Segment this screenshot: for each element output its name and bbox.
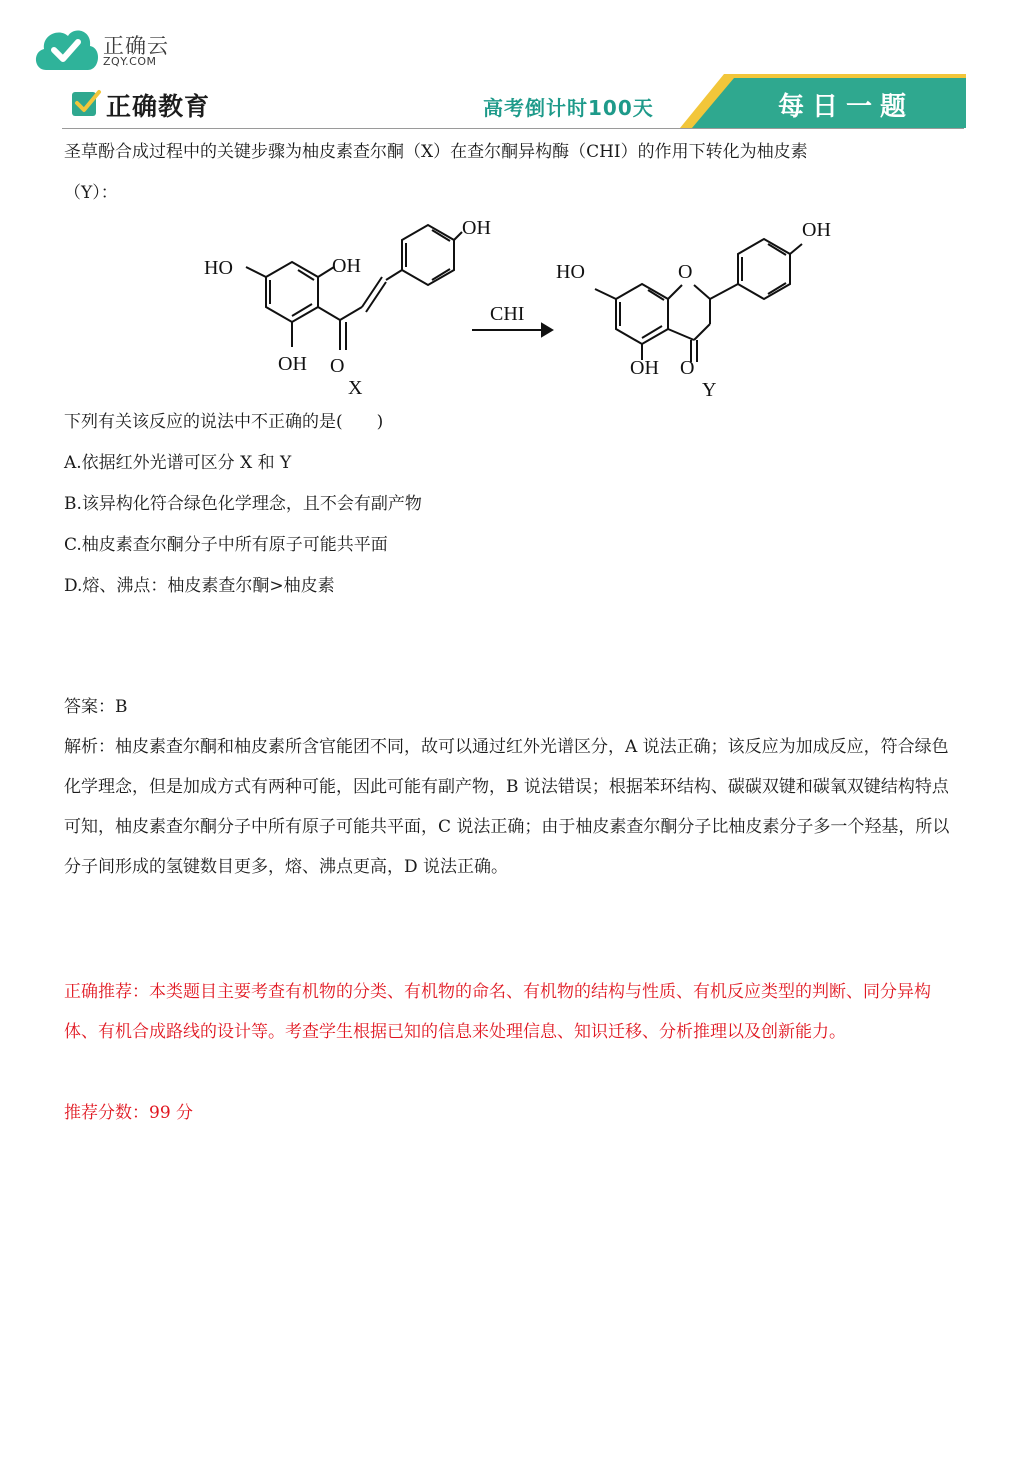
recommendation-text: 正确推荐：本类题目主要考查有机物的分类、有机物的命名、有机物的结构与性质、有机反应类型的判断、同分异构体、有机合成路线的设计等。考查学生根据已知的信息来处理信息、知识迁移、分析推理以及创新能力。 bbox=[64, 982, 931, 1042]
x-o-label: O bbox=[330, 355, 345, 377]
countdown-label: 高考倒计时100天 bbox=[483, 96, 654, 120]
recommendation-score: 推荐分数：99 分 bbox=[64, 1103, 194, 1123]
y-compound-label: Y bbox=[702, 379, 717, 401]
brand-name: 正确云 bbox=[103, 34, 169, 58]
x-compound-label: X bbox=[348, 377, 363, 399]
y-ring-o-label: O bbox=[678, 261, 693, 283]
reaction-diagram bbox=[190, 212, 860, 402]
x-oh-top-label: OH bbox=[462, 217, 491, 239]
question-stem-line2: （Y）： bbox=[64, 183, 118, 203]
y-o-label: O bbox=[680, 357, 695, 379]
question-prompt: 下列有关该反应的说法中不正确的是( ) bbox=[64, 412, 384, 432]
x-oh-bottom-label: OH bbox=[278, 353, 307, 375]
x-ho-left-label: HO bbox=[204, 257, 233, 279]
option-a: A.依据红外光谱可区分 X 和 Y bbox=[64, 453, 292, 473]
x-oh-mid-label: OH bbox=[332, 255, 361, 277]
answer-analysis: 解析：柚皮素查尔酮和柚皮素所含官能团不同，故可以通过红外光谱区分，A 说法正确；该反应为加成反应，符合绿色化学理念，但是加成方式有两种可能，因此可能有副产物，B 说法错误；根据苯环结构、碳碳双键和碳氧双键结构特点可知，柚皮素查尔酮分子中所有原子可能共平面，C 说法正确；由于柚皮素查尔酮分子比柚皮素分子多一个羟基，所以分子间形成的氢键数目更多，熔、沸点更高，D 说法正确。 bbox=[64, 737, 950, 877]
question-stem-line1: 圣草酚合成过程中的关键步骤为柚皮素查尔酮（X）在查尔酮异构酶（CHI）的作用下转化为柚皮素 bbox=[64, 142, 808, 162]
y-oh-bottom-label: OH bbox=[630, 357, 659, 379]
y-ho-left-label: HO bbox=[556, 261, 585, 283]
brand-cloud-logo-icon bbox=[30, 22, 102, 74]
brand-domain: ZQY.COM bbox=[103, 55, 157, 68]
banner-title: 正确教育 bbox=[106, 92, 211, 121]
checkbox-icon bbox=[70, 88, 102, 120]
y-oh-top-label: OH bbox=[802, 219, 831, 241]
daily-question-label: 每日一题 bbox=[778, 92, 915, 122]
option-c: C.柚皮素查尔酮分子中所有原子可能共平面 bbox=[64, 535, 388, 555]
header-divider bbox=[62, 128, 964, 129]
option-b: B.该异构化符合绿色化学理念，且不会有副产物 bbox=[64, 494, 422, 514]
option-d: D.熔、沸点：柚皮素查尔酮>柚皮素 bbox=[64, 576, 335, 596]
arrow-enzyme-label: CHI bbox=[490, 303, 525, 325]
answer-label: 答案：B bbox=[64, 697, 128, 717]
